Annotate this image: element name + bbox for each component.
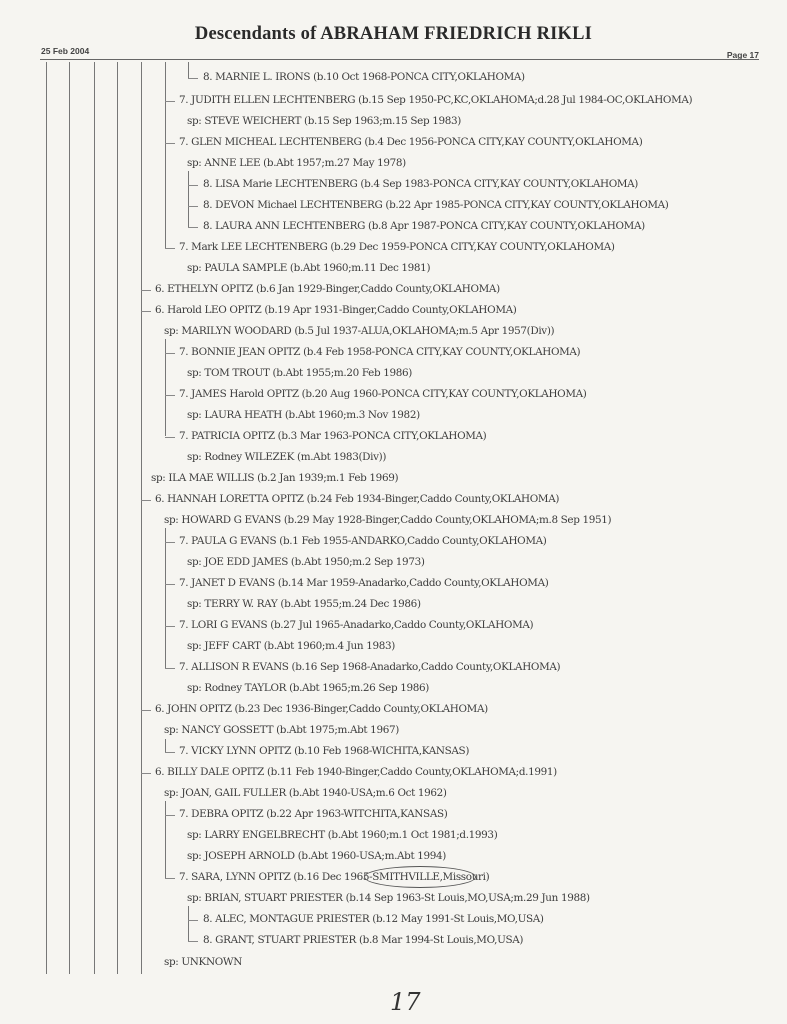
- list-item: 8. DEVON Michael LECHTENBERG (b.22 Apr 1985-PONCA CITY,KAY COUNTY,OKLAHOMA): [203, 199, 669, 211]
- list-item: 6. HANNAH LORETTA OPITZ (b.24 Feb 1934-Binger,Caddo County,OKLAHOMA): [155, 493, 560, 505]
- list-item: sp: LARRY ENGELBRECHT (b.Abt 1960;m.1 Oct 1981;d.1993): [187, 829, 498, 841]
- list-item: sp: JEFF CART (b.Abt 1960;m.4 Jun 1983): [187, 640, 395, 652]
- list-item: sp: Rodney WILEZEK (m.Abt 1983(Div)): [187, 451, 387, 463]
- tree-branch: [165, 528, 166, 668]
- list-item: 7. Mark LEE LECHTENBERG (b.29 Dec 1959-PONCA CITY,KAY COUNTY,OKLAHOMA): [179, 241, 615, 253]
- list-item: sp: STEVE WEICHERT (b.15 Sep 1963;m.15 Sep 1983): [187, 115, 461, 127]
- tree-branch: [188, 171, 189, 227]
- list-item: 7. GLEN MICHEAL LECHTENBERG (b.4 Dec 1956-PONCA CITY,KAY COUNTY,OKLAHOMA): [179, 136, 643, 148]
- tree-trunk: [69, 62, 70, 974]
- tree-trunk: [94, 62, 95, 974]
- header-rule: [40, 59, 759, 60]
- list-item: sp: JOE EDD JAMES (b.Abt 1950;m.2 Sep 1973): [187, 556, 425, 568]
- list-item: 7. ALLISON R EVANS (b.16 Sep 1968-Anadarko,Caddo County,OKLAHOMA): [179, 661, 561, 673]
- handwritten-page-number: 17: [390, 988, 421, 1016]
- list-item: 8. LISA Marie LECHTENBERG (b.4 Sep 1983-PONCA CITY,KAY COUNTY,OKLAHOMA): [203, 178, 639, 190]
- list-item: sp: Rodney TAYLOR (b.Abt 1965;m.26 Sep 1986): [187, 682, 429, 694]
- list-item: 7. VICKY LYNN OPITZ (b.10 Feb 1968-WICHITA,KANSAS): [179, 745, 470, 757]
- list-item: sp: HOWARD G EVANS (b.29 May 1928-Binger,Caddo County,OKLAHOMA;m.8 Sep 1951): [164, 514, 612, 526]
- list-item: 6. Harold LEO OPITZ (b.19 Apr 1931-Binger,Caddo County,OKLAHOMA): [155, 304, 517, 316]
- tree-trunk: [46, 62, 47, 974]
- tree-trunk: [117, 62, 118, 974]
- list-item: sp: PAULA SAMPLE (b.Abt 1960;m.11 Dec 1981): [187, 262, 431, 274]
- list-item: 7. JUDITH ELLEN LECHTENBERG (b.15 Sep 1950-PC,KC,OKLAHOMA;d.28 Jul 1984-OC,OKLAHOMA): [179, 94, 693, 106]
- tree-branch: [165, 801, 166, 879]
- list-item: 8. ALEC, MONTAGUE PRIESTER (b.12 May 1991-St Louis,MO,USA): [203, 913, 544, 925]
- list-item: sp: JOAN, GAIL FULLER (b.Abt 1940-USA;m.6 Oct 1962): [164, 787, 447, 799]
- list-item: 8. LAURA ANN LECHTENBERG (b.8 Apr 1987-PONCA CITY,KAY COUNTY,OKLAHOMA): [203, 220, 645, 232]
- list-item: sp: LAURA HEATH (b.Abt 1960;m.3 Nov 1982): [187, 409, 420, 421]
- list-item: sp: BRIAN, STUART PRIESTER (b.14 Sep 1963-St Louis,MO,USA;m.29 Jun 1988): [187, 892, 590, 904]
- list-item: sp: ILA MAE WILLIS (b.2 Jan 1939;m.1 Feb 1969): [151, 472, 399, 484]
- list-item: 7. PATRICIA OPITZ (b.3 Mar 1963-PONCA CITY,OKLAHOMA): [179, 430, 487, 442]
- list-item: 6. BILLY DALE OPITZ (b.11 Feb 1940-Binger,Caddo County,OKLAHOMA;d.1991): [155, 766, 557, 778]
- document-title: Descendants of ABRAHAM FRIEDRICH RIKLI: [194, 24, 593, 44]
- tree-branch: [165, 62, 166, 248]
- list-item: 7. JAMES Harold OPITZ (b.20 Aug 1960-PONCA CITY,KAY COUNTY,OKLAHOMA): [179, 388, 587, 400]
- tree-branch: [188, 62, 189, 78]
- list-item: 6. ETHELYN OPITZ (b.6 Jan 1929-Binger,Caddo County,OKLAHOMA): [155, 283, 500, 295]
- tree-trunk: [141, 62, 142, 974]
- print-date: 25 Feb 2004: [41, 46, 90, 56]
- list-item: sp: NANCY GOSSETT (b.Abt 1975;m.Abt 1967): [164, 724, 399, 736]
- list-item: 7. LORI G EVANS (b.27 Jul 1965-Anadarko,Caddo County,OKLAHOMA): [179, 619, 534, 631]
- tree-branch: [165, 739, 166, 753]
- list-item: 8. MARNIE L. IRONS (b.10 Oct 1968-PONCA CITY,OKLAHOMA): [203, 71, 525, 83]
- list-item: sp: UNKNOWN: [164, 956, 242, 968]
- list-item: 7. BONNIE JEAN OPITZ (b.4 Feb 1958-PONCA CITY,KAY COUNTY,OKLAHOMA): [179, 346, 581, 358]
- list-item: 8. GRANT, STUART PRIESTER (b.8 Mar 1994-St Louis,MO,USA): [203, 934, 524, 946]
- tree-branch: [188, 906, 189, 942]
- list-item: 7. JANET D EVANS (b.14 Mar 1959-Anadarko,Caddo County,OKLAHOMA): [179, 577, 549, 589]
- list-item: sp: ANNE LEE (b.Abt 1957;m.27 May 1978): [187, 157, 406, 169]
- list-item: sp: TOM TROUT (b.Abt 1955;m.20 Feb 1986): [187, 367, 412, 379]
- list-item: 7. DEBRA OPITZ (b.22 Apr 1963-WITCHITA,KANSAS): [179, 808, 448, 820]
- page-label: Page 17: [726, 50, 759, 60]
- list-item: 6. JOHN OPITZ (b.23 Dec 1936-Binger,Caddo County,OKLAHOMA): [155, 703, 488, 715]
- list-item: sp: MARILYN WOODARD (b.5 Jul 1937-ALUA,OKLAHOMA;m.5 Apr 1957(Div)): [164, 325, 555, 337]
- list-item: 7. PAULA G EVANS (b.1 Feb 1955-ANDARKO,Caddo County,OKLAHOMA): [179, 535, 547, 547]
- list-item: sp: TERRY W. RAY (b.Abt 1955;m.24 Dec 1986): [187, 598, 421, 610]
- handwritten-circle-mark: [364, 866, 476, 888]
- list-item: sp: JOSEPH ARNOLD (b.Abt 1960-USA;m.Abt 1994): [187, 850, 447, 862]
- list-item: 7. SARA, LYNN OPITZ (b.16 Dec 1965-SMITHVILLE,Missouri): [179, 871, 490, 883]
